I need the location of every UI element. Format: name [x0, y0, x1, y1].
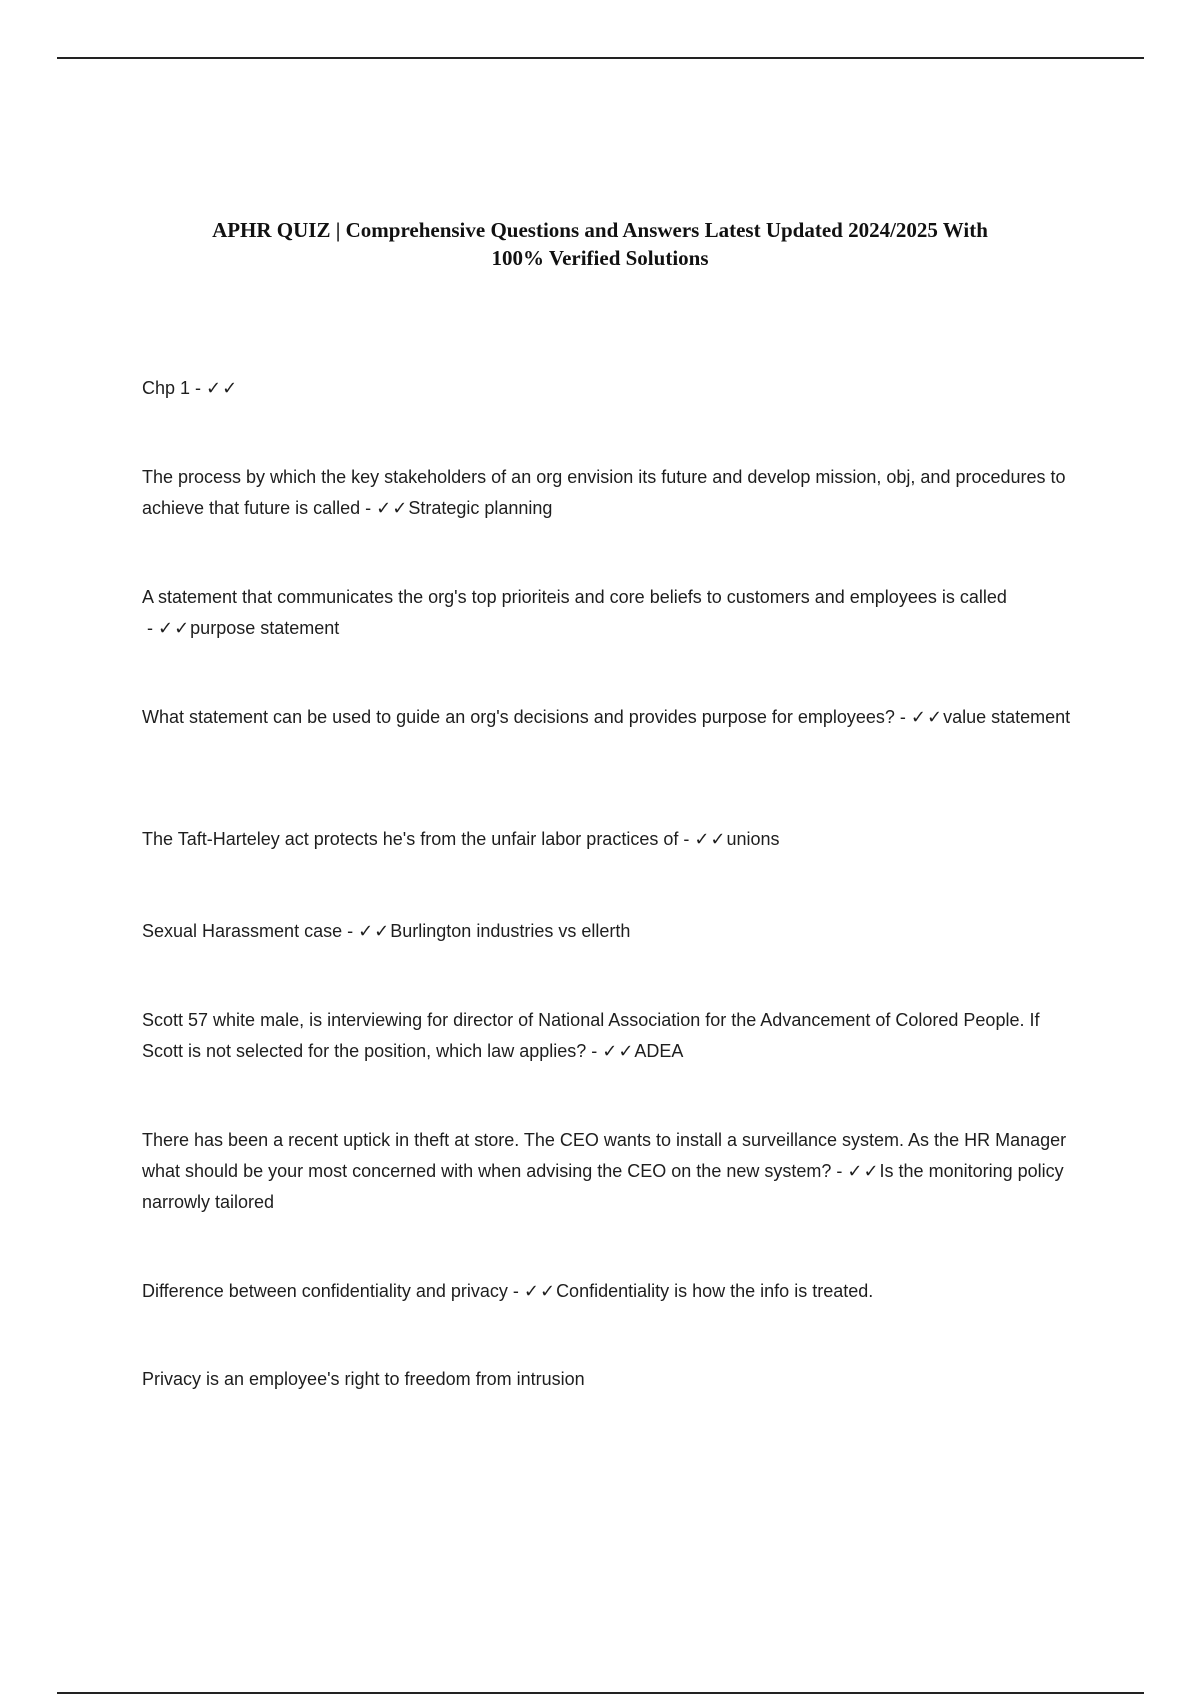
answer-text: Burlington industries vs ellerth — [390, 921, 631, 941]
qa-entry — [142, 1005, 1082, 1067]
answer-text: Confidentiality is how the info is treated. — [556, 1281, 874, 1301]
answer-continuation: Privacy is an employee's right to freedom from intrusion — [142, 1369, 585, 1389]
separator: - — [894, 707, 911, 727]
qa-entry — [142, 1276, 1082, 1307]
qa-entry-chapter — [142, 373, 1082, 404]
answer-text: unions — [726, 829, 780, 849]
separator: - — [586, 1041, 603, 1061]
qa-entry — [142, 824, 1082, 855]
answer-text: purpose statement — [190, 618, 340, 638]
question-text: Difference between confidentiality and privacy — [142, 1281, 508, 1301]
top-rule — [57, 57, 1144, 59]
bottom-rule — [57, 1692, 1144, 1694]
separator: - — [190, 378, 207, 398]
question-text: The Taft-Harteley act protects he's from the unfair labor practices of — [142, 829, 679, 849]
question-text: There has been a recent uptick in theft at store. The CEO wants to install a surveillance system. As the HR Manager what should be your most concerned with when advising the CEO on the new system? — [142, 1130, 1067, 1181]
qa-entry — [142, 582, 1082, 644]
qa-entry — [142, 462, 1082, 524]
double-check-icon: ✓✓ — [910, 707, 944, 727]
question-text: Chp 1 — [142, 378, 191, 398]
question-text: A statement that communicates the org's top prioriteis and core beliefs to customers and employees is called — [142, 587, 1007, 607]
title-line-1: APHR QUIZ | Comprehensive Questions and Answers Latest Updated 2024/2025 With — [212, 218, 988, 242]
double-check-icon: ✓✓ — [847, 1161, 880, 1181]
qa-entry — [142, 916, 1082, 947]
double-check-icon: ✓✓ — [158, 618, 191, 638]
title-line-2: 100% Verified Solutions — [491, 246, 709, 270]
answer-text: ADEA — [634, 1041, 684, 1061]
separator: - — [342, 921, 359, 941]
question-text: What statement can be used to guide an org's decisions and provides purpose for employees? — [142, 707, 895, 727]
double-check-icon: ✓✓ — [206, 378, 239, 398]
double-check-icon: ✓✓ — [602, 1041, 635, 1061]
double-check-icon: ✓✓ — [523, 1281, 557, 1301]
separator: - — [507, 1281, 524, 1301]
separator: - — [831, 1161, 848, 1181]
double-check-icon: ✓✓ — [376, 498, 409, 518]
qa-entry — [142, 1125, 1082, 1218]
question-text: Scott 57 white male, is interviewing for director of National Association for the Advancement of Colored People. If Scott is not selected for the position, which law applies? — [142, 1010, 1040, 1061]
document-title — [120, 216, 1080, 272]
double-check-icon: ✓✓ — [358, 921, 391, 941]
qa-entry — [142, 702, 1082, 733]
question-text: The process by which the key stakeholders of an org envision its future and develop mission, obj, and procedures to achieve that future is called — [142, 467, 1066, 518]
answer-text: Is the monitoring policy narrowly tailored — [142, 1161, 1064, 1212]
separator: - — [678, 829, 695, 849]
separator: - — [142, 618, 158, 638]
double-check-icon: ✓✓ — [694, 829, 727, 849]
answer-text: Strategic planning — [408, 498, 553, 518]
question-text: Sexual Harassment case — [142, 921, 343, 941]
separator: - — [360, 498, 377, 518]
answer-text: value statement — [943, 707, 1071, 727]
